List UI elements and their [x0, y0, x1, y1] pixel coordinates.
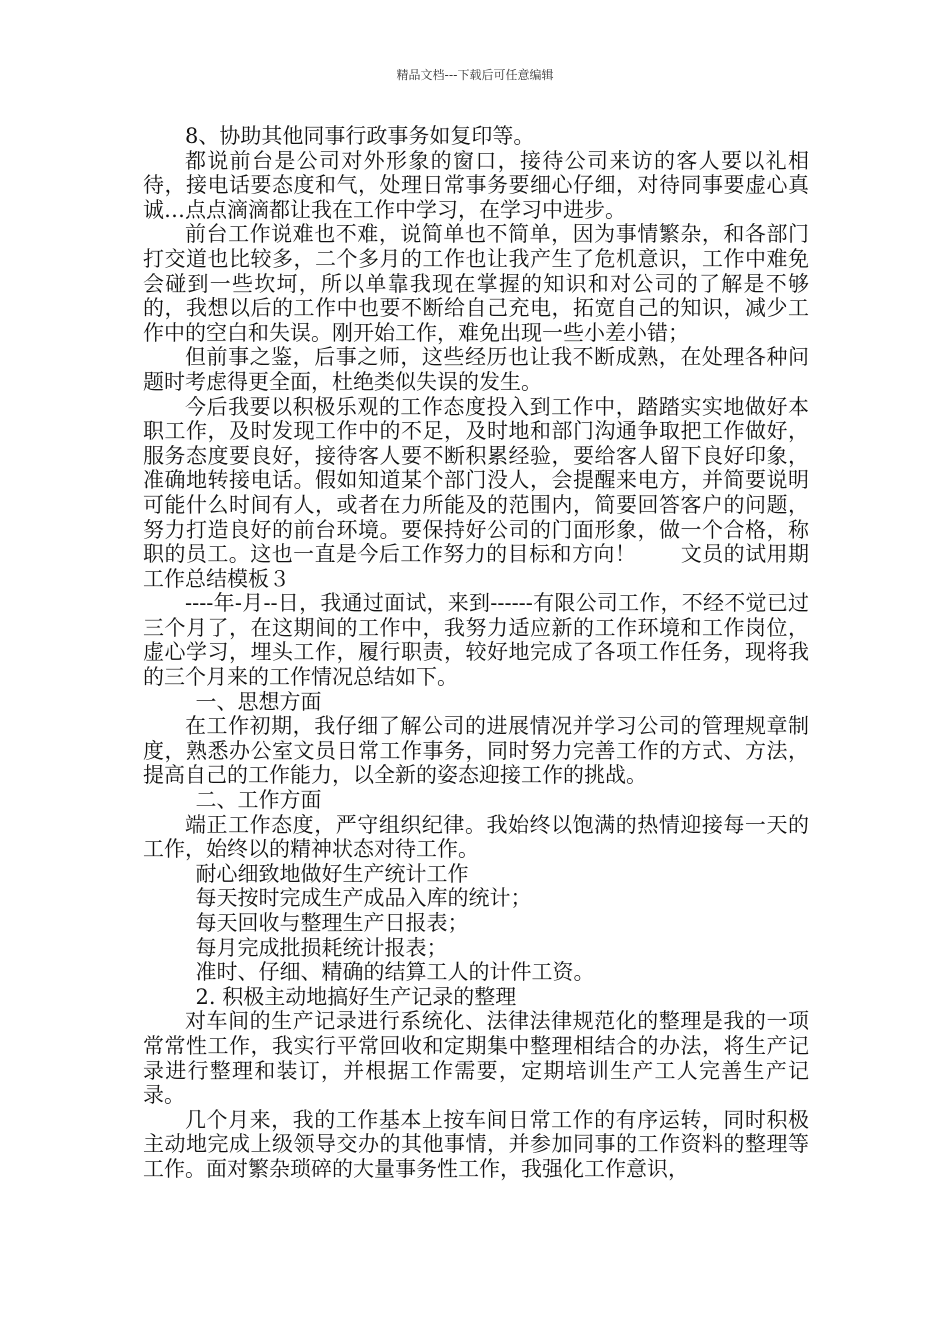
list-item: 耐心细致地做好生产统计工作: [195, 861, 469, 886]
list-item: 每天回收与整理生产日报表；: [195, 911, 469, 935]
section-title: 二、工作方面: [195, 788, 322, 813]
paragraph: 都说前台是公司对外形象的窗口，接待公司来访的客人要以礼相待，接电话要态度和气，处理日常事务要细心仔细，对待同事要虚心真诚…点点滴滴都让我在工作中学习，在学习中进步。: [143, 148, 809, 222]
paragraph: 几个月来，我的工作基本上按车间日常工作的有序运转，同时积极主动地完成上级领导交办的其他事情，并参加同事的工作资料的整理等工作。面对繁杂琐碎的大量事务性工作，我强化工作意识，: [143, 1107, 809, 1181]
paragraph: 对车间的生产记录进行系统化、法律法律规范化的整理是我的一项常常性工作，我实行平常回收和定期集中整理相结合的办法，将生产记录进行整理和装订，并根据工作需要，定期培训生产工人完善生产记录。: [143, 1009, 809, 1108]
paragraph: ----年-月--日，我通过面试，来到------有限公司工作，不经不觉已过三个月了，在这期间的工作中，我努力适应新的工作环境和工作岗位，虚心学习，埋头工作，履行职责，较好地完成了各项工作任务，现将我的三个月来的工作情况总结如下。: [143, 591, 809, 690]
list-item: 每月完成批损耗统计报表；: [195, 935, 448, 960]
paragraph: 前台工作说难也不难，说简单也不简单，因为事情繁杂，和各部门打交道也比较多，二个多月的工作也让我产生了危机意识，工作中难免会碰到一些坎坷，所以单靠我现在掌握的知识和对公司的了解是不够的，我想以后的工作中也要不断给自己充电，拓宽自己的知识，减少工作中的空白和失误。刚开始工作，难免出现一些小差小错；: [143, 222, 809, 345]
list-item: 准时、仔细、精确的结算工人的计件工资。: [195, 960, 595, 985]
paragraph-with-heading: [143, 395, 809, 592]
section-title: 2. 积极主动地搞好生产记录的整理: [195, 984, 517, 1009]
header-note: 精品文档---下载后可任意编辑: [396, 68, 554, 82]
section-title: 一、思想方面: [195, 689, 322, 714]
section-heading: 文员的试用期工作总结模板３: [143, 542, 810, 591]
paragraph-text: 今后我要以积极乐观的工作态度投入到工作中，踏踏实实地做好本职工作，及时发现工作中的不足，及时地和部门沟通争取把工作做好，服务态度要良好，接待客人要不断积累经验，要给客人留下良好印象，准确地转接电话。假如知道某个部门没人，会提醒来电方，并简要说明可能什么时间有人，或者在力所能及的范围内，简要回答客户的问题，努力打造良好的前台环境。要保持好公司的门面形象，做一个合格，称职的员工。这也一直是今后工作努力的目标和方向！: [143, 394, 809, 567]
paragraph: 端正工作态度，严守组织纪律。我始终以饱满的热情迎接每一天的工作，始终以的精神状态对待工作。: [143, 812, 809, 862]
paragraph: 8、协助其他同事行政事务如复印等。: [185, 124, 535, 148]
paragraph: 在工作初期，我仔细了解公司的进展情况并学习公司的管理规章制度，熟悉办公室文员日常工作事务，同时努力完善工作的方式、方法，提高自己的工作能力，以全新的姿态迎接工作的挑战。: [143, 714, 809, 788]
document-body: [143, 124, 809, 1182]
paragraph: 但前事之鉴，后事之师，这些经历也让我不断成熟，在处理各种问题时考虑得更全面，杜绝类似失误的发生。: [143, 345, 809, 394]
list-item: 每天按时完成生产成品入库的统计；: [195, 886, 532, 911]
